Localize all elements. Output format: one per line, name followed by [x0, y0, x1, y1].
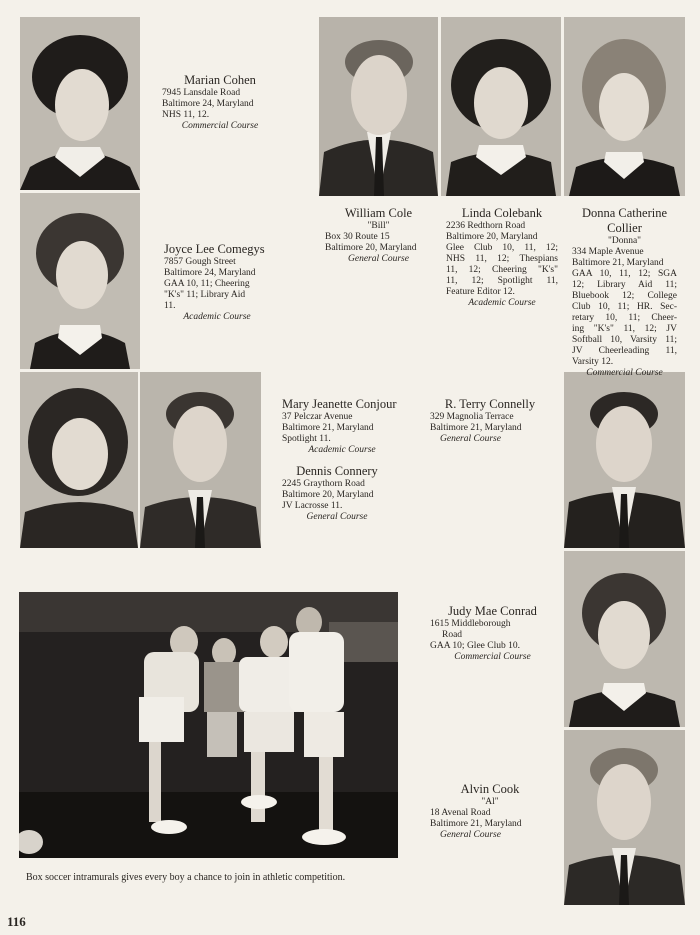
course: Academic Course [308, 445, 376, 455]
address-line: Baltimore 21, Maryland [282, 423, 374, 433]
address-line: Baltimore 20, Maryland [282, 490, 374, 500]
bio-mary-conjour [282, 397, 402, 456]
course: Commercial Course [586, 368, 663, 378]
activities-line: retary 10, 11; Cheer- [572, 313, 677, 323]
portrait-dennis-connery [140, 372, 261, 548]
portrait-terry-connelly [564, 372, 685, 548]
address-line: 334 Maple Avenue [572, 247, 644, 257]
student-name: Linda Colebank [461, 206, 543, 220]
photo-caption: Box soccer intramurals gives every boy a chance to join in athletic competition. [26, 872, 346, 883]
activities-line: GAA 10; Glee Club 10. [430, 641, 520, 651]
bio-marian-cohen [150, 73, 290, 132]
address-line: Baltimore 20, Maryland [325, 243, 417, 253]
activities-line: 11, 12; Cheering "K's" [446, 265, 558, 275]
bio-william-cole [319, 206, 438, 265]
activities-line: 11, 12; Spotlight 11, [446, 276, 558, 286]
nickname: "Bill" [367, 221, 390, 231]
course: Commercial Course [454, 652, 531, 662]
activities-line: GAA 10, 11, 12; SGA [572, 269, 677, 279]
address-line: Baltimore 21, Maryland [572, 258, 664, 268]
activities-line: NHS 11, 12; Thespians [446, 254, 558, 264]
bio-dennis-connery [282, 464, 392, 523]
address-line: Road [442, 630, 463, 640]
activities-line: ing "K's" 11, 12; JV [572, 324, 677, 334]
student-name: Marian Cohen [184, 73, 256, 87]
address-line: 18 Avenal Road [430, 808, 491, 818]
student-name: William Cole [344, 206, 413, 220]
activities-line: Club 10, 11; HR. Sec- [572, 302, 677, 312]
activities-line: GAA 10, 11; Cheering [164, 279, 250, 289]
address-line: Baltimore 20, Maryland [446, 232, 538, 242]
course: Academic Course [468, 298, 536, 308]
portrait-joyce-comegys [20, 193, 140, 369]
activities-line: Softball 10, Varsity 11; [572, 335, 677, 345]
address-line: Baltimore 21, Maryland [430, 819, 522, 829]
activities-line: Glee Club 10, 11, 12; [446, 243, 558, 253]
nickname: "Donna" [607, 236, 642, 246]
portrait-judy-conrad [564, 551, 685, 727]
course: Commercial Course [181, 121, 259, 131]
course: General Course [306, 512, 368, 522]
nickname: "Al" [481, 797, 499, 807]
bio-joyce-comegys [164, 242, 270, 323]
activities-line: Feature Editor 12. [446, 287, 515, 297]
portrait-mary-conjour [20, 372, 138, 548]
student-name: Joyce Lee Comegys [164, 242, 265, 256]
portrait-donna-collier [564, 17, 685, 196]
address-line: 7945 Lansdale Road [162, 88, 241, 98]
course: Academic Course [183, 312, 251, 322]
student-name: Mary Jeanette Conjour [282, 397, 397, 411]
address-line: Box 30 Route 15 [325, 232, 390, 242]
bio-donna-collier [572, 206, 677, 379]
student-name: Donna Catherine [581, 206, 668, 220]
course: General Course [440, 830, 501, 840]
course: General Course [348, 254, 409, 264]
bio-linda-colebank [446, 206, 558, 309]
activities-line: JV Cheerleading 11, [572, 346, 677, 356]
page-number: 116 [7, 914, 26, 929]
portrait-alvin-cook [564, 730, 685, 905]
portrait-william-cole [319, 17, 438, 196]
bio-alvin-cook [430, 782, 550, 841]
activities-line: Spotlight 11. [282, 434, 331, 444]
portrait-marian-cohen [20, 17, 140, 190]
activities-line: 12; Library Aid 11; [572, 280, 677, 290]
student-name: Alvin Cook [460, 782, 520, 796]
box-soccer-photo [19, 592, 398, 858]
bio-terry-connelly [430, 397, 550, 445]
address-line: 2245 Graythorn Road [282, 479, 365, 489]
student-name: R. Terry Connelly [444, 397, 536, 411]
address-line: 329 Magnolia Terrace [430, 412, 514, 422]
course: General Course [440, 434, 501, 444]
student-surname: Collier [607, 221, 642, 235]
address-line: Baltimore 24, Maryland [162, 99, 254, 109]
activities-line: "K's" 11; Library Aid [164, 290, 246, 300]
activities-line: Bluebook 12; College [572, 291, 677, 301]
address-line: 7857 Gough Street [164, 257, 236, 267]
address-line: Baltimore 24, Maryland [164, 268, 256, 278]
student-name: Judy Mae Conrad [448, 604, 537, 618]
activities-line: JV Lacrosse 11. [282, 501, 343, 511]
portrait-linda-colebank [441, 17, 561, 196]
activities-line: 11. [164, 301, 176, 311]
address-line: 37 Pelczar Avenue [282, 412, 353, 422]
address-line: 2236 Redthorn Road [446, 221, 526, 231]
student-name: Dennis Connery [296, 464, 378, 478]
bio-judy-conrad [430, 604, 555, 663]
activities-line: Varsity 12. [572, 357, 614, 367]
activities-line: NHS 11, 12. [162, 110, 210, 120]
address-line: Baltimore 21, Maryland [430, 423, 522, 433]
address-line: 1615 Middleborough [430, 619, 511, 629]
